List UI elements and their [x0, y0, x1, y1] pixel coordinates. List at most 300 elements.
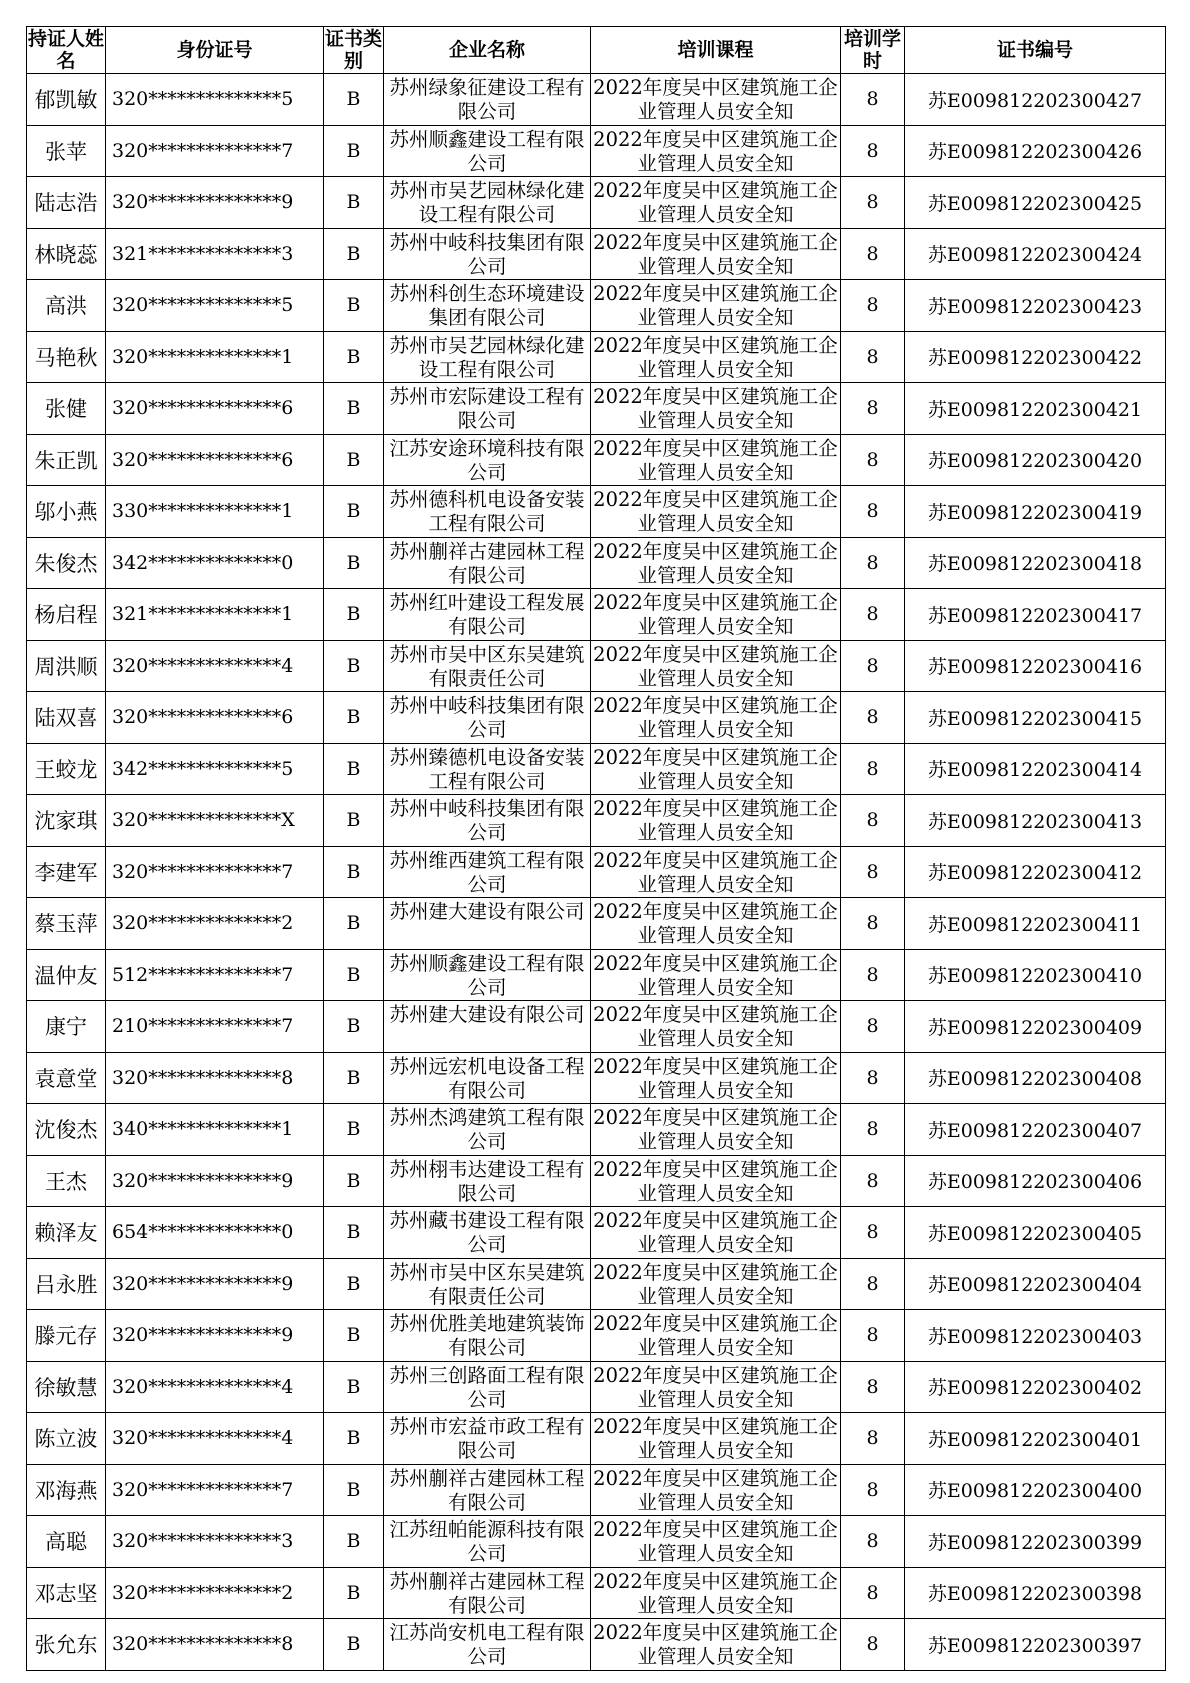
cell-company: [384, 640, 591, 692]
cell-company: [384, 743, 591, 795]
cell-id: 320**************1: [106, 331, 324, 383]
cell-course: [591, 331, 841, 383]
cell-course: [591, 1619, 841, 1671]
cell-company: [384, 434, 591, 486]
cell-course: [591, 795, 841, 847]
cell-hours: 8: [841, 1619, 905, 1671]
cell-hours: 8: [841, 795, 905, 847]
cell-id: 512**************7: [106, 949, 324, 1001]
cell-type: B: [324, 434, 384, 486]
table-row: [27, 434, 1166, 486]
cell-name: 康宁: [27, 1001, 106, 1053]
cell-id: 320**************2: [106, 898, 324, 950]
cell-hours: 8: [841, 692, 905, 744]
cell-company: [384, 898, 591, 950]
cell-id: 320**************6: [106, 434, 324, 486]
cell-company: [384, 486, 591, 538]
cell-id: 320**************5: [106, 74, 324, 126]
cell-hours: 8: [841, 1207, 905, 1259]
cell-course-text: 2022年度吴中区建筑施工企业管理人员安全知: [593, 900, 838, 946]
cell-cert: 苏E009812202300407: [905, 1104, 1166, 1156]
table-row: [27, 383, 1166, 435]
cell-course-text: 2022年度吴中区建筑施工企业管理人员安全知: [593, 1157, 838, 1204]
cell-course-text: 2022年度吴中区建筑施工企业管理人员安全知: [593, 797, 838, 843]
table-row: [27, 743, 1166, 795]
cell-name: 邬小燕: [27, 486, 106, 538]
cell-id: 320**************4: [106, 1361, 324, 1413]
table-row: [27, 74, 1166, 126]
cell-type: B: [324, 743, 384, 795]
cell-id: 321**************1: [106, 589, 324, 641]
cell-hours: 8: [841, 383, 905, 435]
cell-id: 320**************7: [106, 1464, 324, 1516]
cell-name: 邓海燕: [27, 1464, 106, 1516]
cell-course: [591, 743, 841, 795]
cell-cert: 苏E009812202300424: [905, 228, 1166, 280]
table-row: [27, 486, 1166, 538]
table-row: [27, 1619, 1166, 1671]
cell-course-text: 2022年度吴中区建筑施工企业管理人员安全知: [593, 436, 838, 483]
cell-hours: 8: [841, 1464, 905, 1516]
cell-name: 沈家琪: [27, 795, 106, 847]
cell-hours: 8: [841, 228, 905, 280]
table-row: [27, 280, 1166, 332]
cell-cert: 苏E009812202300423: [905, 280, 1166, 332]
cell-course-text: 2022年度吴中区建筑施工企业管理人员安全知: [593, 1569, 838, 1616]
cell-company: [384, 177, 591, 229]
cell-cert: 苏E009812202300397: [905, 1619, 1166, 1671]
table-row: [27, 1001, 1166, 1053]
cell-course: [591, 949, 841, 1001]
cell-id: 320**************9: [106, 1258, 324, 1310]
cell-name: 林晓蕊: [27, 228, 106, 280]
cell-name: 王杰: [27, 1155, 106, 1207]
cell-cert: 苏E009812202300421: [905, 383, 1166, 435]
cell-course: [591, 640, 841, 692]
header-cert: 证书编号: [905, 27, 1166, 74]
cell-company-text: 苏州中岐科技集团有限公司: [389, 797, 585, 843]
table-row: [27, 795, 1166, 847]
table-row: [27, 1052, 1166, 1104]
cell-course-text: 2022年度吴中区建筑施工企业管理人员安全知: [593, 282, 838, 328]
cell-course-text: 2022年度吴中区建筑施工企业管理人员安全知: [593, 1415, 838, 1461]
cell-cert: 苏E009812202300418: [905, 537, 1166, 589]
table-row: [27, 1464, 1166, 1516]
cell-hours: 8: [841, 434, 905, 486]
cell-name: 张苹: [27, 125, 106, 177]
cell-company: [384, 692, 591, 744]
cell-hours: 8: [841, 537, 905, 589]
table-row: [27, 1567, 1166, 1619]
cell-company-text: 苏州顺鑫建设工程有限公司: [389, 951, 585, 998]
cell-id: 654**************0: [106, 1207, 324, 1259]
cell-hours: 8: [841, 743, 905, 795]
cell-course-text: 2022年度吴中区建筑施工企业管理人员安全知: [593, 539, 838, 586]
cell-cert: 苏E009812202300411: [905, 898, 1166, 950]
cell-course-text: 2022年度吴中区建筑施工企业管理人员安全知: [593, 1106, 838, 1152]
cell-course-text: 2022年度吴中区建筑施工企业管理人员安全知: [593, 127, 838, 174]
cell-cert: 苏E009812202300405: [905, 1207, 1166, 1259]
cell-id: 320**************6: [106, 692, 324, 744]
cell-name: 陆双喜: [27, 692, 106, 744]
cell-cert: 苏E009812202300402: [905, 1361, 1166, 1413]
cell-id: 320**************X: [106, 795, 324, 847]
cell-company-text: 江苏尚安机电工程有限公司: [389, 1621, 585, 1667]
cell-course: [591, 1464, 841, 1516]
cell-type: B: [324, 537, 384, 589]
cell-name: 沈俊杰: [27, 1104, 106, 1156]
cell-company-text: 苏州市吴艺园林绿化建设工程有限公司: [389, 333, 585, 380]
table-row: [27, 1155, 1166, 1207]
table-row: [27, 1361, 1166, 1413]
cell-type: B: [324, 692, 384, 744]
cell-cert: 苏E009812202300412: [905, 846, 1166, 898]
cell-company: [384, 1207, 591, 1259]
cell-hours: 8: [841, 1516, 905, 1568]
cell-course: [591, 125, 841, 177]
cell-type: B: [324, 1619, 384, 1671]
cell-course: [591, 1258, 841, 1310]
cell-hours: 8: [841, 125, 905, 177]
cell-cert: 苏E009812202300410: [905, 949, 1166, 1001]
cell-company-text: 苏州市宏益市政工程有限公司: [389, 1415, 585, 1461]
table-row: [27, 228, 1166, 280]
cell-id: 321**************3: [106, 228, 324, 280]
table-row: [27, 1258, 1166, 1310]
cell-name: 周洪顺: [27, 640, 106, 692]
cell-cert: 苏E009812202300427: [905, 74, 1166, 126]
cell-company-text: 苏州科创生态环境建设集团有限公司: [389, 282, 585, 328]
header-row: [27, 27, 1166, 74]
table-row: [27, 125, 1166, 177]
cell-hours: 8: [841, 1361, 905, 1413]
cell-name: 高洪: [27, 280, 106, 332]
cell-company: [384, 74, 591, 126]
cell-course: [591, 1567, 841, 1619]
cell-name: 王蛟龙: [27, 743, 106, 795]
cell-company: [384, 1155, 591, 1207]
cell-company: [384, 1361, 591, 1413]
certificate-table: [26, 26, 1166, 1671]
table-body: [27, 74, 1166, 1671]
cell-company-text: 苏州中岐科技集团有限公司: [389, 694, 585, 740]
cell-cert: 苏E009812202300400: [905, 1464, 1166, 1516]
cell-company: [384, 331, 591, 383]
cell-type: B: [324, 486, 384, 538]
cell-type: B: [324, 640, 384, 692]
cell-name: 朱正凯: [27, 434, 106, 486]
cell-company: [384, 1258, 591, 1310]
cell-company: [384, 1516, 591, 1568]
cell-course: [591, 898, 841, 950]
cell-course: [591, 846, 841, 898]
cell-cert: 苏E009812202300417: [905, 589, 1166, 641]
cell-company-text: 苏州三创路面工程有限公司: [389, 1363, 585, 1410]
cell-cert: 苏E009812202300416: [905, 640, 1166, 692]
cell-company: [384, 1619, 591, 1671]
cell-course-text: 2022年度吴中区建筑施工企业管理人员安全知: [593, 1312, 838, 1358]
cell-type: B: [324, 280, 384, 332]
cell-course-text: 2022年度吴中区建筑施工企业管理人员安全知: [593, 1003, 838, 1049]
cell-hours: 8: [841, 898, 905, 950]
cell-name: 徐敏慧: [27, 1361, 106, 1413]
cell-course: [591, 177, 841, 229]
cell-type: B: [324, 1567, 384, 1619]
cell-course: [591, 1207, 841, 1259]
table-row: [27, 949, 1166, 1001]
cell-course-text: 2022年度吴中区建筑施工企业管理人员安全知: [593, 694, 838, 740]
cell-hours: 8: [841, 1104, 905, 1156]
cell-company-text: 苏州维西建筑工程有限公司: [389, 848, 585, 895]
cell-company-text: 苏州市宏际建设工程有限公司: [389, 385, 585, 431]
cell-course-text: 2022年度吴中区建筑施工企业管理人员安全知: [593, 76, 838, 122]
cell-id: 320**************6: [106, 383, 324, 435]
cell-course-text: 2022年度吴中区建筑施工企业管理人员安全知: [593, 951, 838, 998]
cell-type: B: [324, 898, 384, 950]
cell-company-text: 苏州远宏机电设备工程有限公司: [389, 1054, 585, 1101]
cell-hours: 8: [841, 1567, 905, 1619]
cell-type: B: [324, 589, 384, 641]
cell-type: B: [324, 1207, 384, 1259]
table-row: [27, 640, 1166, 692]
cell-cert: 苏E009812202300398: [905, 1567, 1166, 1619]
cell-company-text: 苏州蒯祥古建园林工程有限公司: [389, 1569, 585, 1616]
table-row: [27, 1413, 1166, 1465]
table-row: [27, 589, 1166, 641]
table-row: [27, 1310, 1166, 1362]
cell-name: 邓志坚: [27, 1567, 106, 1619]
cell-hours: 8: [841, 1413, 905, 1465]
cell-company-text: 苏州蒯祥古建园林工程有限公司: [389, 539, 585, 586]
cell-company-text: 苏州中岐科技集团有限公司: [389, 230, 585, 277]
cell-id: 320**************9: [106, 1310, 324, 1362]
cell-id: 320**************8: [106, 1619, 324, 1671]
cell-company: [384, 537, 591, 589]
cell-course: [591, 434, 841, 486]
header-name: 持证人姓名: [27, 28, 104, 72]
cell-course: [591, 1001, 841, 1053]
cell-id: 320**************5: [106, 280, 324, 332]
cell-course-text: 2022年度吴中区建筑施工企业管理人员安全知: [593, 591, 838, 637]
cell-company: [384, 1001, 591, 1053]
cell-type: B: [324, 1104, 384, 1156]
cell-company: [384, 949, 591, 1001]
cell-course-text: 2022年度吴中区建筑施工企业管理人员安全知: [593, 333, 838, 380]
cell-name: 马艳秋: [27, 331, 106, 383]
cell-company-text: 江苏纽帕能源科技有限公司: [389, 1518, 585, 1564]
cell-name: 赖泽友: [27, 1207, 106, 1259]
table-row: [27, 692, 1166, 744]
cell-course-text: 2022年度吴中区建筑施工企业管理人员安全知: [593, 642, 838, 689]
cell-type: B: [324, 795, 384, 847]
cell-type: B: [324, 177, 384, 229]
cell-id: 342**************0: [106, 537, 324, 589]
cell-company: [384, 846, 591, 898]
cell-hours: 8: [841, 177, 905, 229]
cell-cert: 苏E009812202300413: [905, 795, 1166, 847]
cell-course-text: 2022年度吴中区建筑施工企业管理人员安全知: [593, 1621, 838, 1667]
cell-company-text: 苏州臻德机电设备安装工程有限公司: [389, 745, 585, 792]
cell-hours: 8: [841, 486, 905, 538]
cell-company-text: 苏州杰鸿建筑工程有限公司: [389, 1106, 585, 1152]
cell-course-text: 2022年度吴中区建筑施工企业管理人员安全知: [593, 848, 838, 895]
cell-id: 320**************4: [106, 1413, 324, 1465]
cell-company: [384, 1104, 591, 1156]
cell-id: 320**************9: [106, 1155, 324, 1207]
cell-cert: 苏E009812202300420: [905, 434, 1166, 486]
cell-name: 温仲友: [27, 949, 106, 1001]
cell-id: 340**************1: [106, 1104, 324, 1156]
cell-course: [591, 1104, 841, 1156]
cell-id: 320**************3: [106, 1516, 324, 1568]
cell-cert: 苏E009812202300422: [905, 331, 1166, 383]
cell-type: B: [324, 846, 384, 898]
cell-type: B: [324, 1258, 384, 1310]
table-row: [27, 537, 1166, 589]
cell-hours: 8: [841, 331, 905, 383]
cell-company: [384, 280, 591, 332]
cell-name: 张健: [27, 383, 106, 435]
cell-course-text: 2022年度吴中区建筑施工企业管理人员安全知: [593, 488, 838, 534]
cell-company: [384, 589, 591, 641]
cell-type: B: [324, 1155, 384, 1207]
cell-company-text: 苏州顺鑫建设工程有限公司: [389, 127, 585, 174]
cell-type: B: [324, 125, 384, 177]
cell-company-text: 苏州建大建设有限公司: [389, 1003, 585, 1026]
cell-name: 李建军: [27, 846, 106, 898]
cell-company-text: 苏州建大建设有限公司: [389, 900, 585, 923]
cell-company-text: 苏州绿象征建设工程有限公司: [389, 76, 585, 122]
cell-hours: 8: [841, 1155, 905, 1207]
cell-company: [384, 1567, 591, 1619]
cell-id: 320**************7: [106, 846, 324, 898]
table-row: [27, 846, 1166, 898]
cell-id: 342**************5: [106, 743, 324, 795]
cell-course: [591, 692, 841, 744]
cell-course: [591, 1155, 841, 1207]
cell-cert: 苏E009812202300415: [905, 692, 1166, 744]
cell-course-text: 2022年度吴中区建筑施工企业管理人员安全知: [593, 1054, 838, 1101]
cell-cert: 苏E009812202300406: [905, 1155, 1166, 1207]
cell-id: 320**************2: [106, 1567, 324, 1619]
header-course: 培训课程: [591, 27, 841, 74]
cell-course: [591, 1361, 841, 1413]
cell-name: 朱俊杰: [27, 537, 106, 589]
cell-course-text: 2022年度吴中区建筑施工企业管理人员安全知: [593, 745, 838, 792]
cell-id: 320**************4: [106, 640, 324, 692]
cell-id: 210**************7: [106, 1001, 324, 1053]
cell-course: [591, 1413, 841, 1465]
cell-cert: 苏E009812202300399: [905, 1516, 1166, 1568]
cell-name: 陈立波: [27, 1413, 106, 1465]
cell-company-text: 苏州市吴中区东吴建筑有限责任公司: [389, 1260, 585, 1307]
cell-course-text: 2022年度吴中区建筑施工企业管理人员安全知: [593, 1209, 838, 1255]
cell-course-text: 2022年度吴中区建筑施工企业管理人员安全知: [593, 1363, 838, 1410]
cell-name: 高聪: [27, 1516, 106, 1568]
cell-type: B: [324, 1001, 384, 1053]
cell-name: 张允东: [27, 1619, 106, 1671]
cell-company: [384, 1464, 591, 1516]
header-hours: 培训学时: [841, 27, 905, 74]
cell-type: B: [324, 228, 384, 280]
cell-course: [591, 74, 841, 126]
cell-course-text: 2022年度吴中区建筑施工企业管理人员安全知: [593, 230, 838, 277]
cell-hours: 8: [841, 1001, 905, 1053]
cell-course: [591, 1310, 841, 1362]
cell-course-text: 2022年度吴中区建筑施工企业管理人员安全知: [593, 385, 838, 431]
cell-cert: 苏E009812202300404: [905, 1258, 1166, 1310]
cell-id: 320**************8: [106, 1052, 324, 1104]
cell-company: [384, 1052, 591, 1104]
cell-hours: 8: [841, 1258, 905, 1310]
cell-course-text: 2022年度吴中区建筑施工企业管理人员安全知: [593, 1466, 838, 1513]
cell-cert: 苏E009812202300425: [905, 177, 1166, 229]
cell-course-text: 2022年度吴中区建筑施工企业管理人员安全知: [593, 179, 838, 225]
cell-type: B: [324, 1361, 384, 1413]
cell-cert: 苏E009812202300414: [905, 743, 1166, 795]
cell-company: [384, 383, 591, 435]
cell-company-text: 苏州市吴中区东吴建筑有限责任公司: [389, 642, 585, 689]
cell-company-text: 苏州德科机电设备安装工程有限公司: [389, 488, 585, 534]
cell-type: B: [324, 74, 384, 126]
cell-id: 320**************9: [106, 177, 324, 229]
cell-company: [384, 1413, 591, 1465]
cell-cert: 苏E009812202300409: [905, 1001, 1166, 1053]
cell-course: [591, 486, 841, 538]
cell-name: 郁凯敏: [27, 74, 106, 126]
table-row: [27, 331, 1166, 383]
cell-cert: 苏E009812202300408: [905, 1052, 1166, 1104]
cell-company: [384, 795, 591, 847]
header-id: 身份证号: [106, 27, 324, 74]
cell-course-text: 2022年度吴中区建筑施工企业管理人员安全知: [593, 1518, 838, 1564]
cell-cert: 苏E009812202300401: [905, 1413, 1166, 1465]
cell-company-text: 苏州蒯祥古建园林工程有限公司: [389, 1466, 585, 1513]
cell-company-text: 苏州优胜美地建筑装饰有限公司: [389, 1312, 585, 1358]
cell-company: [384, 125, 591, 177]
cell-name: 杨启程: [27, 589, 106, 641]
cell-company-text: 苏州红叶建设工程发展有限公司: [389, 591, 585, 637]
cell-type: B: [324, 1052, 384, 1104]
cell-company-text: 苏州藏书建设工程有限公司: [389, 1209, 585, 1255]
cell-cert: 苏E009812202300426: [905, 125, 1166, 177]
cell-company-text: 苏州市吴艺园林绿化建设工程有限公司: [389, 179, 585, 225]
cell-hours: 8: [841, 949, 905, 1001]
cell-id: 320**************7: [106, 125, 324, 177]
cell-name: 滕元存: [27, 1310, 106, 1362]
cell-type: B: [324, 1413, 384, 1465]
cell-id: 330**************1: [106, 486, 324, 538]
table-row: [27, 177, 1166, 229]
cell-course: [591, 228, 841, 280]
cell-hours: 8: [841, 846, 905, 898]
cell-type: B: [324, 331, 384, 383]
cell-type: B: [324, 1464, 384, 1516]
cell-hours: 8: [841, 640, 905, 692]
table-row: [27, 1207, 1166, 1259]
cell-name: 袁意堂: [27, 1052, 106, 1104]
header-type: 证书类别: [324, 28, 382, 72]
cell-course: [591, 589, 841, 641]
table-row: [27, 1104, 1166, 1156]
header-company: 企业名称: [384, 27, 591, 74]
cell-name: 陆志浩: [27, 177, 106, 229]
cell-course-text: 2022年度吴中区建筑施工企业管理人员安全知: [593, 1260, 838, 1307]
cell-course: [591, 1052, 841, 1104]
cell-course: [591, 537, 841, 589]
cell-course: [591, 280, 841, 332]
table-row: [27, 898, 1166, 950]
